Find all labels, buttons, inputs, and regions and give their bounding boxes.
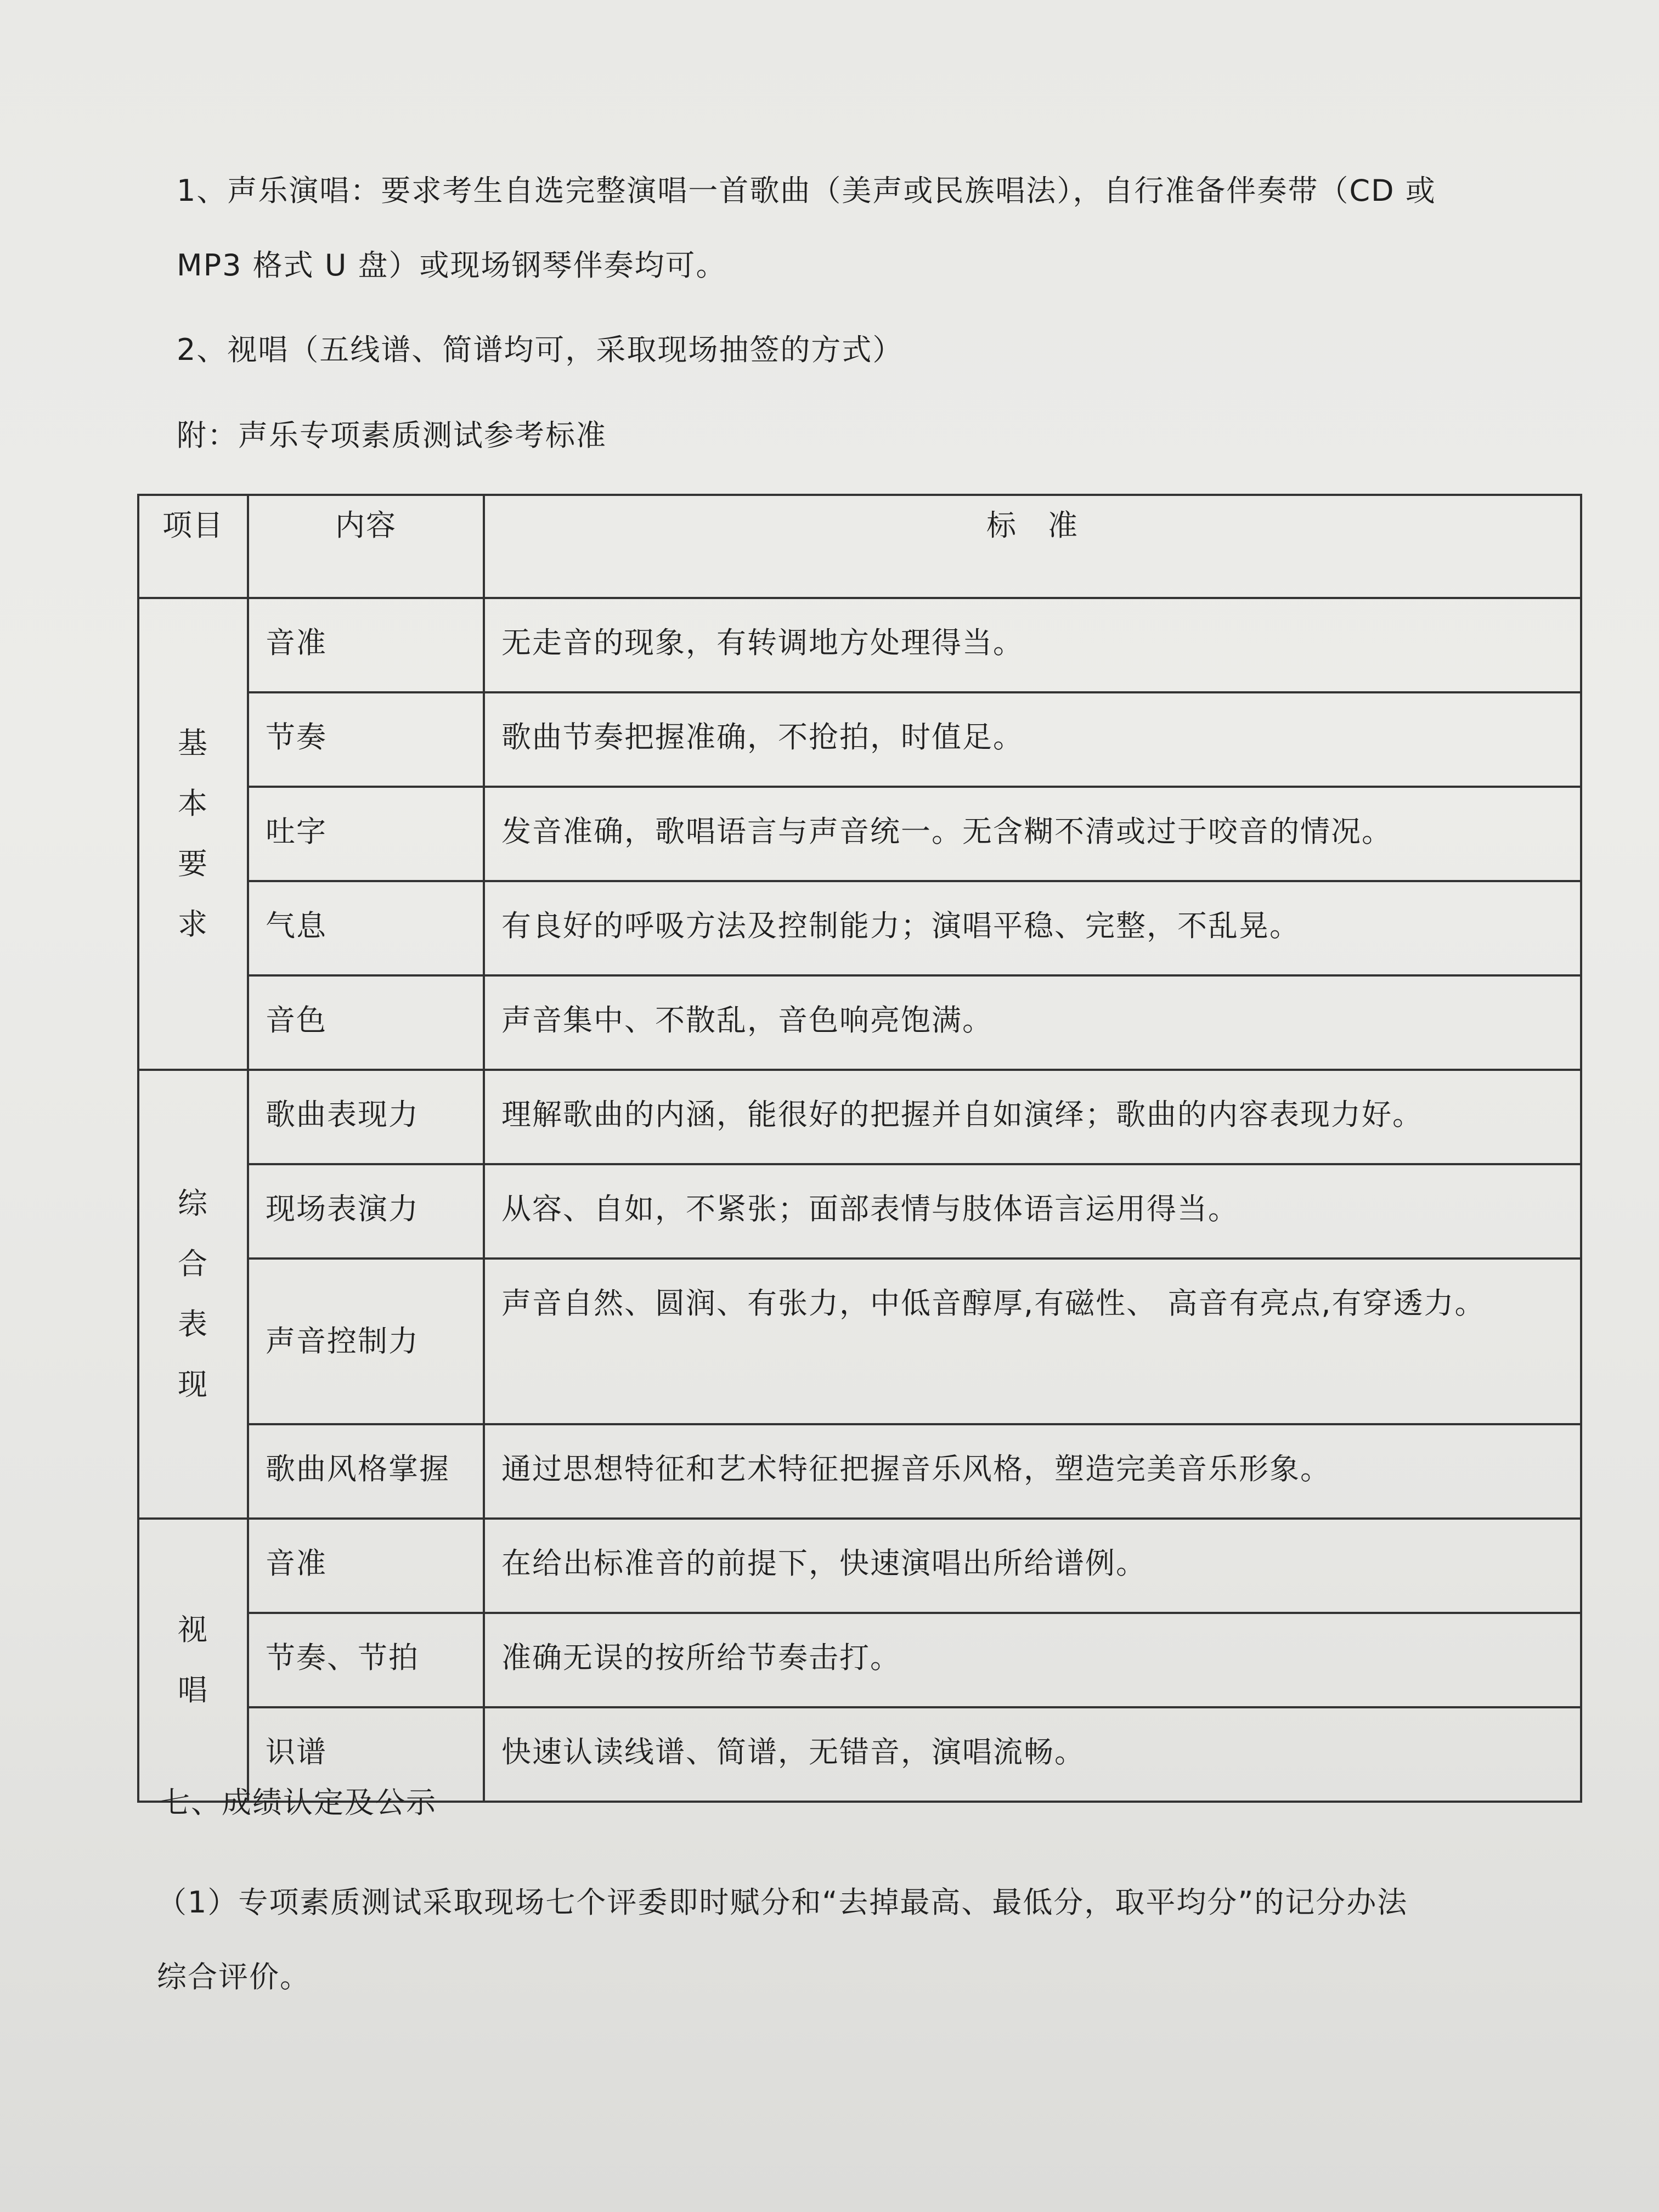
paragraph-vocal-performance (177, 154, 1436, 303)
standard-cell: 声音集中、不散乱，音色响亮饱满。 (484, 975, 1581, 1070)
table-row (138, 598, 1581, 692)
paragraph-vocal-performance-line-2: MP3 格式 U 盘）或现场钢琴伴奏均可。 (177, 248, 727, 283)
table-row (138, 692, 1581, 787)
paragraph-vocal-performance-line-1: 1、声乐演唱：要求考生自选完整演唱一首歌曲（美声或民族唱法），自行准备伴奏带（CD 或 (177, 173, 1436, 208)
group-sight-singing-label: 视唱 (178, 1612, 208, 1707)
standard-cell: 在给出标准音的前提下，快速演唱出所给谱例。 (484, 1519, 1581, 1613)
group-overall (138, 1070, 248, 1519)
criteria-table (137, 494, 1582, 1803)
table-row (138, 975, 1581, 1070)
paragraph-scoring-line-2: 综合评价。 (157, 1960, 311, 1994)
paragraph-sight-singing: 2、视唱（五线谱、简谱均可，采取现场抽签的方式） (177, 332, 904, 367)
content-cell: 节奏 (248, 692, 484, 787)
standard-cell: 有良好的呼吸方法及控制能力；演唱平稳、完整，不乱晃。 (484, 881, 1581, 975)
standard-cell: 无走音的现象，有转调地方处理得当。 (484, 598, 1581, 692)
paragraph-appendix-title: 附：声乐专项素质测试参考标准 (177, 418, 607, 453)
table-row (138, 1613, 1581, 1707)
content-cell: 音准 (248, 1519, 484, 1613)
standard-cell: 声音自然、圆润、有张力，中低音醇厚,有磁性、 高音有亮点,有穿透力。 (484, 1259, 1581, 1424)
standard-cell: 发音准确，歌唱语言与声音统一。无含糊不清或过于咬音的情况。 (484, 787, 1581, 881)
group-overall-label: 综合表现 (178, 1186, 208, 1402)
standard-cell: 快速认读线谱、简谱，无错音，演唱流畅。 (484, 1707, 1581, 1802)
paragraph-scoring-line-1: （1）专项素质测试采取现场七个评委即时赋分和“去掉最高、最低分，取平均分”的记分办法 (157, 1885, 1408, 1920)
table-row (138, 787, 1581, 881)
content-cell: 节奏、节拍 (248, 1613, 484, 1707)
header-content: 内容 (248, 495, 484, 598)
table-row (138, 1259, 1581, 1424)
table-row (138, 881, 1581, 975)
group-sight-singing (138, 1519, 248, 1802)
paragraph-scoring (157, 1865, 1408, 2015)
header-item: 项目 (138, 495, 248, 598)
group-basic (138, 598, 248, 1070)
standard-cell: 准确无误的按所给节奏击打。 (484, 1613, 1581, 1707)
content-cell: 歌曲风格掌握 (248, 1424, 484, 1519)
content-cell: 歌曲表现力 (248, 1070, 484, 1164)
table-row (138, 1519, 1581, 1613)
standard-cell: 通过思想特征和艺术特征把握音乐风格，塑造完美音乐形象。 (484, 1424, 1581, 1519)
section-heading: 七、成绩认定及公示 (160, 1785, 437, 1820)
table-row (138, 1424, 1581, 1519)
standard-cell: 理解歌曲的内涵，能很好的把握并自如演绎；歌曲的内容表现力好。 (484, 1070, 1581, 1164)
group-basic-label: 基本要求 (178, 726, 208, 941)
content-cell: 识谱 (248, 1707, 484, 1802)
table-row (138, 1164, 1581, 1259)
content-cell: 现场表演力 (248, 1164, 484, 1259)
content-cell: 音准 (248, 598, 484, 692)
standard-cell: 从容、自如，不紧张；面部表情与肢体语言运用得当。 (484, 1164, 1581, 1259)
content-cell: 声音控制力 (248, 1259, 484, 1424)
header-standard: 标 准 (484, 495, 1581, 598)
standard-cell: 歌曲节奏把握准确，不抢拍，时值足。 (484, 692, 1581, 787)
table-row (138, 1070, 1581, 1164)
content-cell: 音色 (248, 975, 484, 1070)
table-header-row (138, 495, 1581, 598)
content-cell: 吐字 (248, 787, 484, 881)
content-cell: 气息 (248, 881, 484, 975)
